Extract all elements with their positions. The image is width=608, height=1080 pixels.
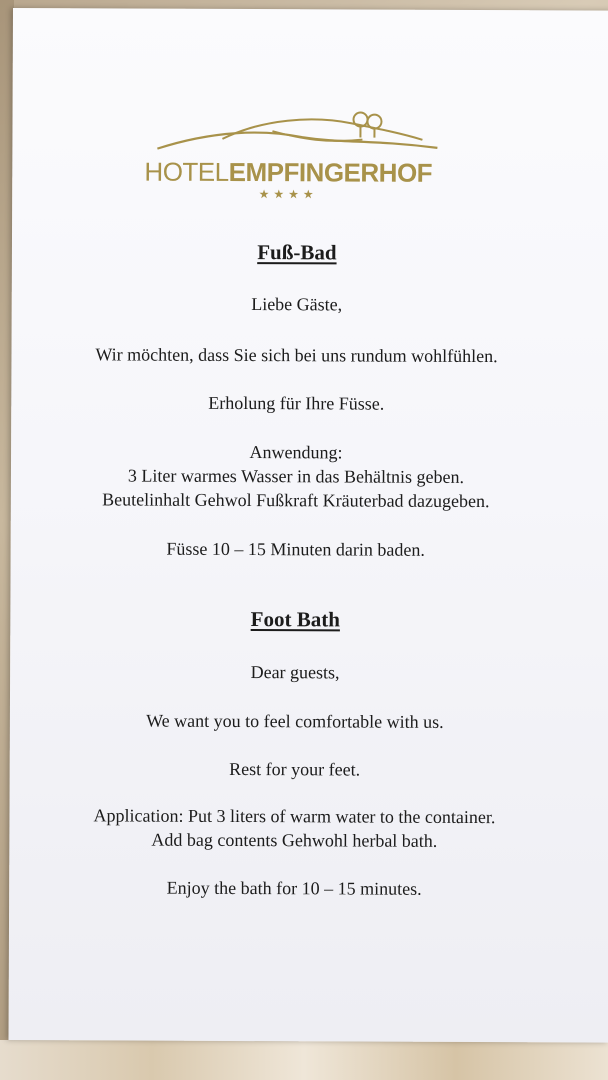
instruction-card <box>8 8 608 1043</box>
hotel-name <box>138 157 438 189</box>
english-greeting: Dear guests, <box>250 662 340 683</box>
english-duration: Enjoy the bath for 10 – 15 minutes. <box>166 877 422 899</box>
marble-surface <box>0 1040 608 1080</box>
hotel-brand: EMPFINGERHOF <box>228 156 433 188</box>
german-purpose: Erholung für Ihre Füsse. <box>208 392 385 414</box>
german-step-1: 3 Liter warmes Wasser in das Behältnis geben. <box>127 465 465 487</box>
german-welcome: Wir möchten, dass Sie sich bei uns rundum wohlfühlen. <box>95 344 498 367</box>
rating-stars: ★★★★ <box>258 187 318 202</box>
german-heading: Fuß-Bad <box>257 240 337 265</box>
english-heading: Foot Bath <box>250 607 341 632</box>
english-purpose: Rest for your feet. <box>229 758 361 780</box>
german-greeting: Liebe Gäste, <box>251 294 343 315</box>
english-step-2: Add bag contents Gehwohl herbal bath. <box>151 829 438 851</box>
hills-trees-icon <box>152 109 442 158</box>
german-step-2: Beutelinhalt Gehwol Fußkraft Kräuterbad dazugeben. <box>102 489 490 512</box>
german-usage-label: Anwendung: <box>249 442 343 463</box>
hotel-word: HOTEL <box>144 156 229 187</box>
hotel-logo <box>12 108 582 210</box>
english-step-1: Application: Put 3 liters of warm water to the container. <box>93 805 496 828</box>
german-duration: Füsse 10 – 15 Minuten darin baden. <box>166 538 425 560</box>
english-welcome: We want you to feel comfortable with us. <box>146 710 444 732</box>
